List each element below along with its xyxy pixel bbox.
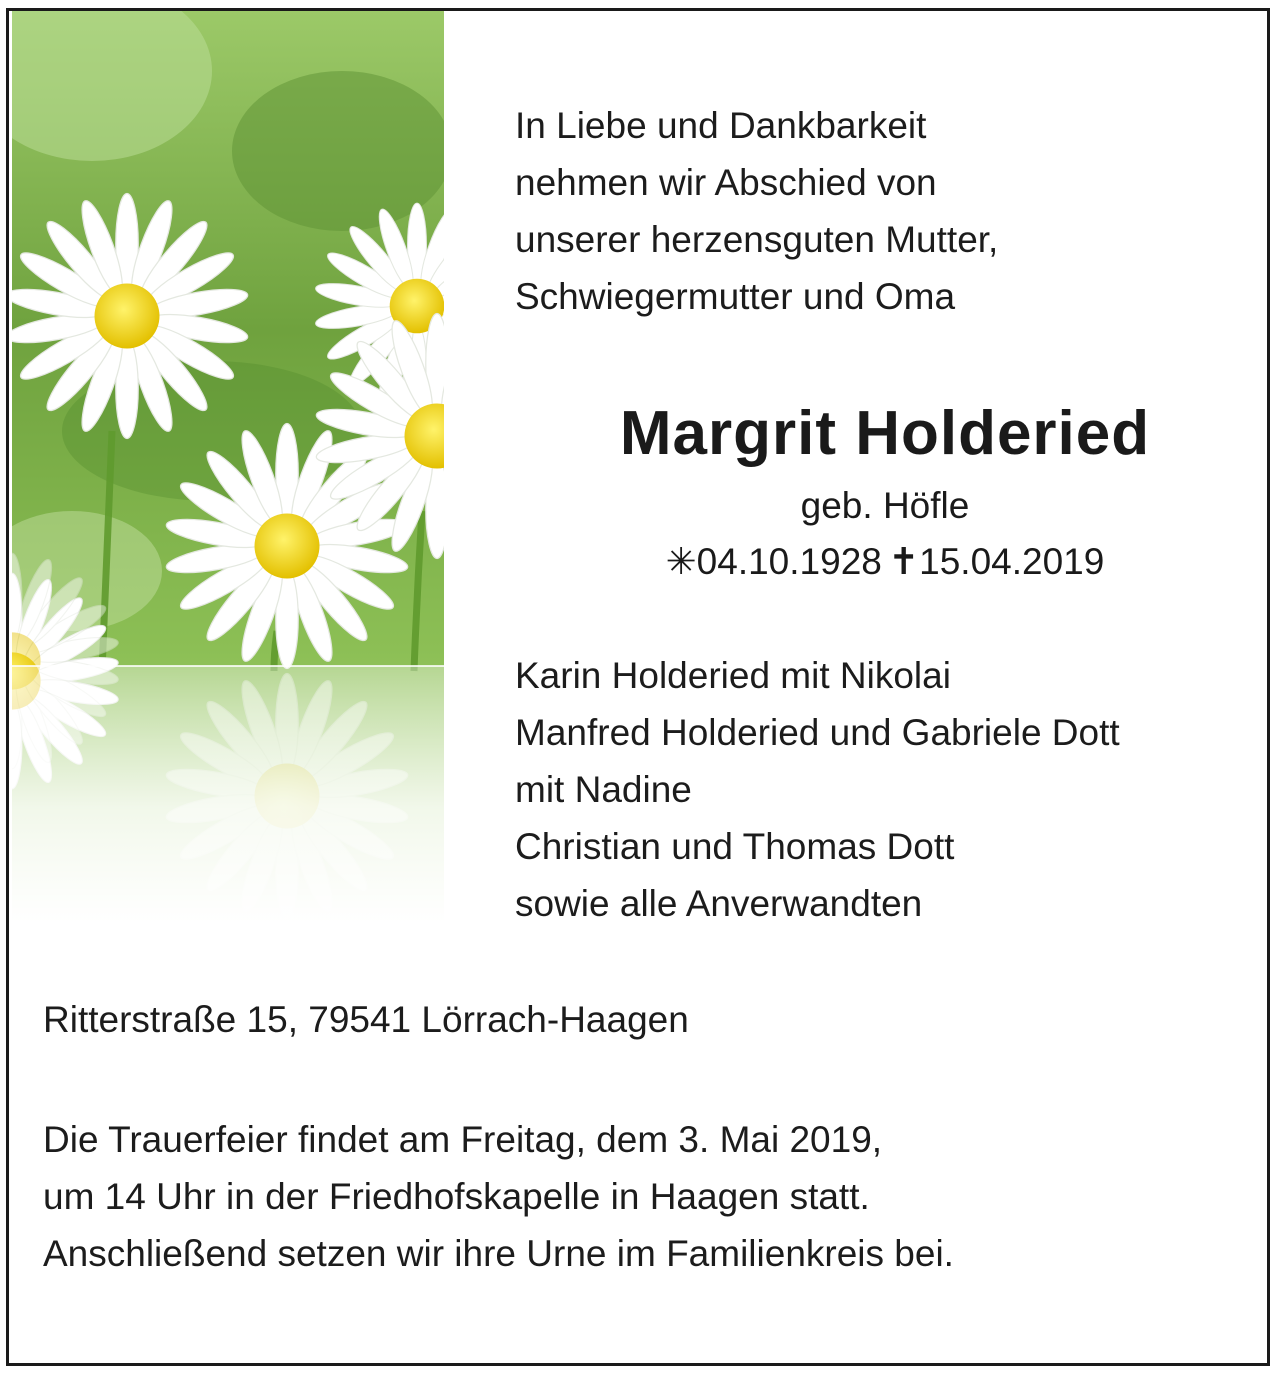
family-line: Karin Holderied mit Nikolai (515, 655, 951, 696)
intro-text (515, 97, 998, 325)
died-date: 15.04.2019 (919, 541, 1105, 582)
family-list (515, 647, 1120, 932)
daisy-photo (12, 11, 444, 923)
birth-name: geb. Höfle (800, 485, 970, 526)
died-icon: ✝ (888, 541, 920, 582)
family-line: Christian und Thomas Dott (515, 826, 955, 867)
service-line: Anschließend setzen wir ihre Urne im Familienkreis bei. (43, 1233, 954, 1274)
deceased-name: Margrit Holderied (619, 399, 1151, 468)
address: Ritterstraße 15, 79541 Lörrach-Haagen (43, 999, 689, 1040)
born-icon: ✳ (665, 541, 697, 582)
service-line: Die Trauerfeier findet am Freitag, dem 3. Mai 2019, (43, 1119, 883, 1160)
intro-line: unserer herzensguten Mutter, (515, 219, 999, 260)
daisy-image (12, 11, 444, 923)
life-dates (515, 537, 1255, 587)
intro-line: nehmen wir Abschied von (515, 162, 937, 203)
service-info (43, 1111, 954, 1282)
intro-line: In Liebe und Dankbarkeit (515, 105, 927, 146)
born-date: 04.10.1928 (696, 541, 882, 582)
service-line: um 14 Uhr in der Friedhofskapelle in Haagen statt. (43, 1176, 870, 1217)
family-line: mit Nadine (515, 769, 692, 810)
obituary-notice (6, 8, 1270, 1366)
intro-line: Schwiegermutter und Oma (515, 276, 956, 317)
family-line: sowie alle Anverwandten (515, 883, 923, 924)
family-line: Manfred Holderied und Gabriele Dott (515, 712, 1120, 753)
